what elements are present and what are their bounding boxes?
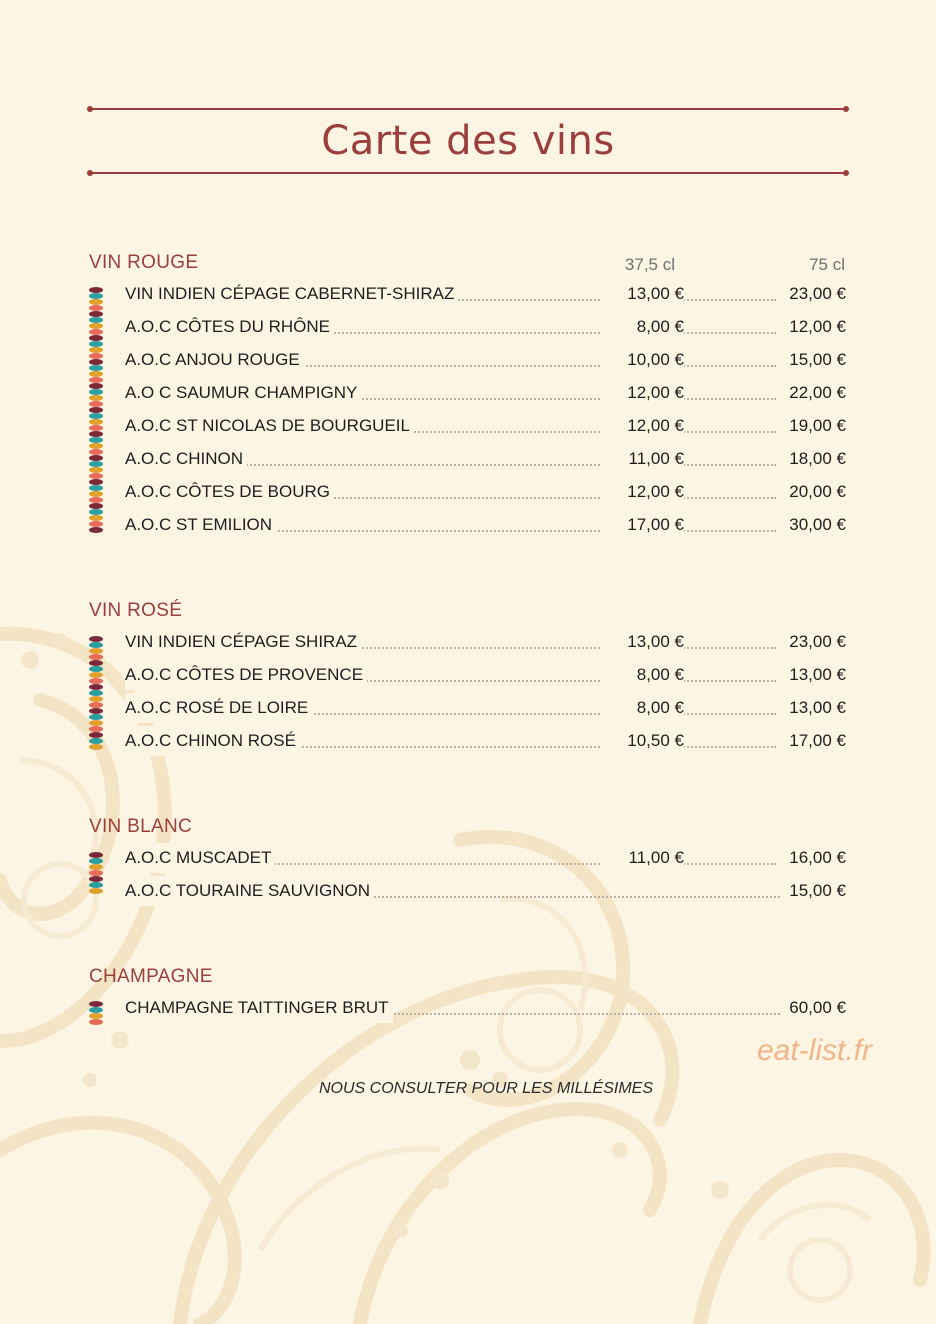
price-37-5cl: 12,00 € [601,378,684,408]
wine-name: A.O.C CÔTES DE BOURG [125,477,334,507]
wine-row [125,444,846,474]
wine-row [125,411,846,441]
wine-name: VIN INDIEN CÉPAGE CABERNET-SHIRAZ [125,279,458,309]
wine-name: A.O.C CÔTES DE PROVENCE [125,660,367,690]
wine-row [125,843,846,873]
dot-leader [680,746,776,748]
wine-name: A.O.C ROSÉ DE LOIRE [125,693,312,723]
price-37-5cl: 17,00 € [601,510,684,540]
decorative-bead [89,527,103,533]
price-75cl: 22,00 € [785,378,846,408]
wine-row [125,993,846,1023]
price-75cl: 15,00 € [785,345,846,375]
price-75cl: 12,00 € [785,312,846,342]
price-37-5cl: 12,00 € [601,411,684,441]
price-75cl: 16,00 € [785,843,846,873]
price-37-5cl: 11,00 € [601,444,684,474]
dot-leader [680,332,776,334]
price-37-5cl: 12,00 € [601,477,684,507]
section-title-vin-rouge: VIN ROUGE [89,252,199,273]
wine-name: A.O.C TOURAINE SAUVIGNON [125,876,374,906]
decorative-bead-strip [89,636,103,752]
wine-name: A.O C SAUMUR CHAMPIGNY [125,378,361,408]
dot-leader [680,365,776,367]
price-75cl: 20,00 € [785,477,846,507]
price-37-5cl: 11,00 € [601,843,684,873]
price-37-5cl: 8,00 € [601,660,684,690]
wine-row [125,279,846,309]
price-75cl: 23,00 € [785,627,846,657]
wine-name: A.O.C ST NICOLAS DE BOURGUEIL [125,411,414,441]
wine-row [125,726,846,756]
wine-row [125,693,846,723]
wine-row [125,378,846,408]
price-37-5cl: 8,00 € [601,693,684,723]
dot-leader [680,398,776,400]
wine-row [125,627,846,657]
section-title-champagne: CHAMPAGNE [89,966,213,987]
wine-name: A.O.C CHINON ROSÉ [125,726,300,756]
price-75cl: 19,00 € [785,411,846,441]
wine-row [125,660,846,690]
dot-leader [680,464,776,466]
page-title: Carte des vins [321,118,615,164]
section-title-vin-rose: VIN ROSÉ [89,600,183,621]
price-37-5cl: 10,00 € [601,345,684,375]
dot-leader [680,299,776,301]
price-37-5cl: 13,00 € [601,279,684,309]
decorative-bead [89,744,103,750]
title-rule-bottom [90,172,846,174]
price-75cl: 13,00 € [785,693,846,723]
dot-leader [680,680,776,682]
wine-name: VIN INDIEN CÉPAGE SHIRAZ [125,627,361,657]
dot-leader [680,713,776,715]
eat-list-watermark: eat-list.fr [756,1034,872,1067]
dot-leader [680,431,776,433]
dot-leader [680,647,776,649]
price-75cl: 13,00 € [785,660,846,690]
price-75cl: 15,00 € [785,876,846,906]
decorative-bead-strip [89,287,103,537]
price-75cl: 23,00 € [785,279,846,309]
dot-leader [680,863,776,865]
price-37-5cl: 8,00 € [601,312,684,342]
wine-row [125,345,846,375]
price-75cl: 60,00 € [785,993,846,1023]
price-75cl: 18,00 € [785,444,846,474]
section-title-vin-blanc: VIN BLANC [89,816,193,837]
price-37-5cl: 13,00 € [601,627,684,657]
decorative-bead-strip [89,1001,103,1027]
price-37-5cl: 10,50 € [601,726,684,756]
wine-name: CHAMPAGNE TAITTINGER BRUT [125,993,393,1023]
dot-leader [680,497,776,499]
decorative-bead [89,1019,103,1025]
wine-name: A.O.C MUSCADET [125,843,275,873]
column-header-37-5cl: 37,5 cl [624,255,675,274]
title-rule-top [90,108,846,110]
dot-leader [680,530,776,532]
vintage-note: NOUS CONSULTER POUR LES MILLÉSIMES [319,1080,653,1097]
wine-name: A.O.C CHINON [125,444,247,474]
price-75cl: 30,00 € [785,510,846,540]
wine-name: A.O.C ST EMILION [125,510,276,540]
decorative-bead [89,888,103,894]
price-75cl: 17,00 € [785,726,846,756]
wine-row [125,312,846,342]
column-header-75cl: 75 cl [809,255,845,274]
wine-name: A.O.C ANJOU ROUGE [125,345,304,375]
wine-name: A.O.C CÔTES DU RHÔNE [125,312,334,342]
wine-row [125,510,846,540]
wine-row [125,876,846,906]
decorative-bead-strip [89,852,103,898]
wine-row [125,477,846,507]
